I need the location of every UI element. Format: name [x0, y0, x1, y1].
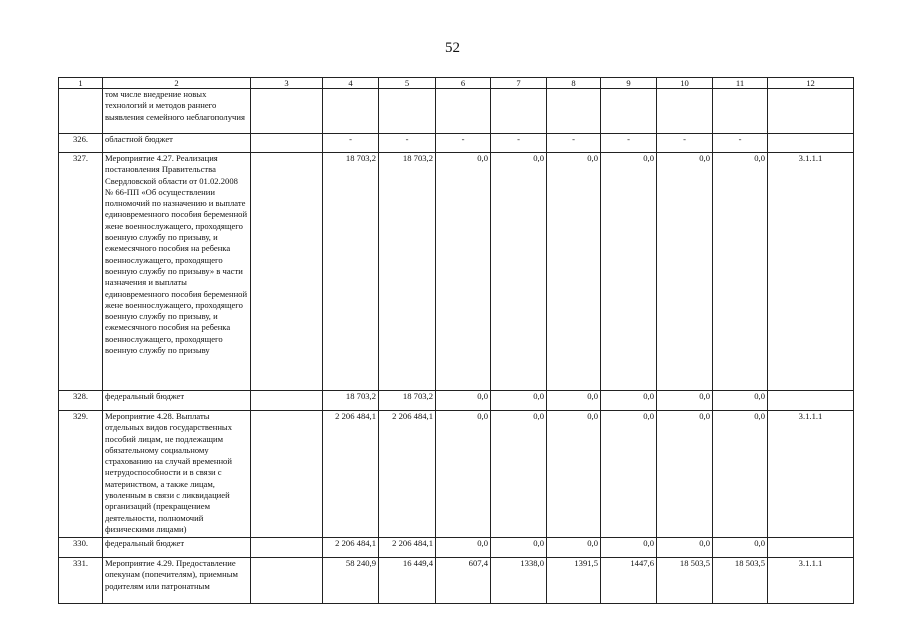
table-cell: 1447,6 — [601, 558, 657, 604]
table-cell: 0,0 — [601, 391, 657, 411]
column-header: 1 — [59, 78, 103, 89]
table-cell: - — [601, 134, 657, 153]
row-description: Мероприятие 4.29. Предоставление опекунам (попечителям), приемным родителям или патронатным — [103, 558, 251, 604]
table-cell: - — [713, 134, 768, 153]
table-cell: 0,0 — [547, 411, 601, 538]
table-cell — [251, 391, 323, 411]
table-cell: 1338,0 — [491, 558, 547, 604]
table-row — [59, 538, 854, 558]
table-cell: 2 206 484,1 — [323, 411, 379, 538]
table-cell: - — [657, 134, 713, 153]
table-cell: 18 703,2 — [323, 153, 379, 391]
table-cell: 0,0 — [657, 538, 713, 558]
table-cell: - — [379, 134, 436, 153]
table-cell — [251, 153, 323, 391]
column-header: 4 — [323, 78, 379, 89]
table-cell: 3.1.1.1 — [768, 153, 854, 391]
table-cell: 0,0 — [547, 391, 601, 411]
row-description: областной бюджет — [103, 134, 251, 153]
row-number: 329. — [59, 411, 103, 538]
row-description: Мероприятие 4.28. Выплаты отдельных видов государственных пособий лицам, не подлежащим обязательному социальному страхованию на случай временной нетрудоспособности и в связи с материнством, а также лицам, уволенным в связи с ликвидацией организаций (прекращением деятельности, полномочий физическими лицами) — [103, 411, 251, 538]
table-cell — [601, 89, 657, 134]
table-cell: 18 703,2 — [323, 391, 379, 411]
table-cell: 0,0 — [436, 411, 491, 538]
table-cell: 16 449,4 — [379, 558, 436, 604]
table-cell: 0,0 — [547, 538, 601, 558]
table-cell: 0,0 — [713, 391, 768, 411]
table-cell: 3.1.1.1 — [768, 558, 854, 604]
table-cell: 0,0 — [491, 153, 547, 391]
table-cell: 0,0 — [713, 538, 768, 558]
table-cell: 0,0 — [713, 411, 768, 538]
table-cell — [768, 89, 854, 134]
row-description: том числе внедрение новых технологий и методов раннего выявления семейного неблагополучия — [103, 89, 251, 134]
table-cell: 0,0 — [601, 538, 657, 558]
row-number: 326. — [59, 134, 103, 153]
table-cell: 0,0 — [657, 411, 713, 538]
table-cell: 2 206 484,1 — [379, 538, 436, 558]
budget-table — [58, 77, 854, 604]
table-cell: - — [323, 134, 379, 153]
table-cell — [323, 89, 379, 134]
table-cell — [251, 134, 323, 153]
table-cell — [251, 89, 323, 134]
row-number — [59, 89, 103, 134]
table-cell: 0,0 — [547, 153, 601, 391]
table-cell — [251, 411, 323, 538]
table-cell: 0,0 — [491, 391, 547, 411]
column-header: 8 — [547, 78, 601, 89]
table-cell — [768, 134, 854, 153]
column-header: 10 — [657, 78, 713, 89]
table-cell — [251, 538, 323, 558]
column-header: 11 — [713, 78, 768, 89]
table-row — [59, 89, 854, 134]
table-cell: 0,0 — [491, 411, 547, 538]
table-cell: 3.1.1.1 — [768, 411, 854, 538]
table-cell: 18 703,2 — [379, 153, 436, 391]
page-number: 52 — [445, 40, 460, 56]
table-cell: 0,0 — [491, 538, 547, 558]
table-cell: 0,0 — [601, 411, 657, 538]
table-cell — [436, 89, 491, 134]
table-row — [59, 391, 854, 411]
table-cell — [379, 89, 436, 134]
table-cell: - — [491, 134, 547, 153]
table-cell: 58 240,9 — [323, 558, 379, 604]
column-header: 12 — [768, 78, 854, 89]
table-row — [59, 558, 854, 604]
row-number: 328. — [59, 391, 103, 411]
column-header: 7 — [491, 78, 547, 89]
column-header: 3 — [251, 78, 323, 89]
column-header: 5 — [379, 78, 436, 89]
table-cell: 1391,5 — [547, 558, 601, 604]
column-number-row — [59, 78, 854, 89]
table-cell — [547, 89, 601, 134]
table-cell — [768, 391, 854, 411]
table-cell: 0,0 — [657, 391, 713, 411]
table-cell: 0,0 — [436, 153, 491, 391]
table-row — [59, 134, 854, 153]
table-cell — [657, 89, 713, 134]
table-cell: 0,0 — [601, 153, 657, 391]
table-cell: 0,0 — [436, 538, 491, 558]
table-cell: 2 206 484,1 — [323, 538, 379, 558]
row-description: Мероприятие 4.27. Реализация постановления Правительства Свердловской области от 01.02.2008 № 66-ПП «Об осуществлении полномочий по назначению и выплате единовременного пособия беременной жене военнослужащего, проходящего военную службу по призыву, и ежемесячного пособия на ребенка военнослужащего, проходящего военную службу по призыву» в части назначения и выплаты единовременного пособия беременной жене военнослужащего, проходящего военную службу по призыву, и ежемесячного пособия на ребенка военнослужащего, проходящего военную службу по призыву — [103, 153, 251, 391]
table-cell — [491, 89, 547, 134]
row-description: федеральный бюджет — [103, 538, 251, 558]
table-cell: 18 703,2 — [379, 391, 436, 411]
row-number: 327. — [59, 153, 103, 391]
table-cell: 0,0 — [657, 153, 713, 391]
column-header: 2 — [103, 78, 251, 89]
table-cell: - — [547, 134, 601, 153]
table-cell: 18 503,5 — [657, 558, 713, 604]
table-cell — [713, 89, 768, 134]
column-header: 9 — [601, 78, 657, 89]
row-number: 331. — [59, 558, 103, 604]
table-cell: 18 503,5 — [713, 558, 768, 604]
table-cell — [251, 558, 323, 604]
column-header: 6 — [436, 78, 491, 89]
table-cell: - — [436, 134, 491, 153]
table-row — [59, 153, 854, 391]
row-description: федеральный бюджет — [103, 391, 251, 411]
table-cell: 0,0 — [436, 391, 491, 411]
row-number: 330. — [59, 538, 103, 558]
table-cell — [768, 538, 854, 558]
table-cell: 0,0 — [713, 153, 768, 391]
table-cell: 607,4 — [436, 558, 491, 604]
table-row — [59, 411, 854, 538]
table-cell: 2 206 484,1 — [379, 411, 436, 538]
